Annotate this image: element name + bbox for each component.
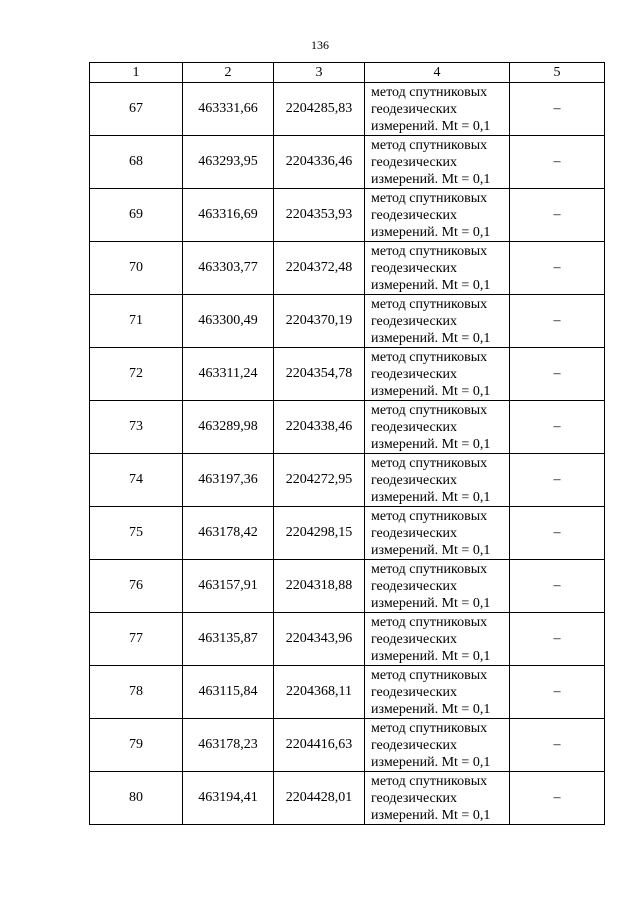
cell-x-coordinate: 463135,87 (183, 613, 274, 666)
table-row (90, 348, 605, 401)
cell-point-number: 69 (90, 189, 183, 242)
cell-x-coordinate: 463331,66 (183, 83, 274, 136)
cell-x-coordinate: 463178,42 (183, 507, 274, 560)
cell-y-coordinate: 2204343,96 (274, 613, 365, 666)
cell-y-coordinate: 2204416,63 (274, 719, 365, 772)
cell-x-coordinate: 463293,95 (183, 136, 274, 189)
table-row (90, 666, 605, 719)
table-row (90, 189, 605, 242)
cell-x-coordinate: 463311,24 (183, 348, 274, 401)
cell-y-coordinate: 2204353,93 (274, 189, 365, 242)
table-body (90, 83, 605, 825)
column-header-2: 2 (183, 63, 274, 83)
cell-y-coordinate: 2204338,46 (274, 401, 365, 454)
cell-x-coordinate: 463197,36 (183, 454, 274, 507)
cell-note: – (510, 136, 605, 189)
cell-point-number: 71 (90, 295, 183, 348)
table-row (90, 772, 605, 825)
cell-method: метод спутниковых геодезических измерений. Mt = 0,1 (365, 401, 510, 454)
cell-y-coordinate: 2204298,15 (274, 507, 365, 560)
cell-point-number: 80 (90, 772, 183, 825)
cell-y-coordinate: 2204372,48 (274, 242, 365, 295)
cell-method: метод спутниковых геодезических измерений. Mt = 0,1 (365, 83, 510, 136)
cell-point-number: 75 (90, 507, 183, 560)
cell-method: метод спутниковых геодезических измерений. Mt = 0,1 (365, 189, 510, 242)
table-row (90, 719, 605, 772)
cell-y-coordinate: 2204318,88 (274, 560, 365, 613)
column-header-3: 3 (274, 63, 365, 83)
cell-note: – (510, 295, 605, 348)
table-row (90, 295, 605, 348)
table-row (90, 507, 605, 560)
cell-method: метод спутниковых геодезических измерений. Mt = 0,1 (365, 242, 510, 295)
cell-point-number: 79 (90, 719, 183, 772)
cell-note: – (510, 719, 605, 772)
cell-point-number: 77 (90, 613, 183, 666)
cell-point-number: 67 (90, 83, 183, 136)
table-row (90, 560, 605, 613)
cell-x-coordinate: 463303,77 (183, 242, 274, 295)
cell-note: – (510, 507, 605, 560)
cell-note: – (510, 189, 605, 242)
table-row (90, 454, 605, 507)
cell-note: – (510, 666, 605, 719)
cell-point-number: 78 (90, 666, 183, 719)
cell-point-number: 74 (90, 454, 183, 507)
cell-method: метод спутниковых геодезических измерений. Mt = 0,1 (365, 507, 510, 560)
cell-x-coordinate: 463300,49 (183, 295, 274, 348)
cell-point-number: 73 (90, 401, 183, 454)
cell-x-coordinate: 463157,91 (183, 560, 274, 613)
cell-y-coordinate: 2204272,95 (274, 454, 365, 507)
cell-y-coordinate: 2204370,19 (274, 295, 365, 348)
cell-note: – (510, 454, 605, 507)
table-row (90, 401, 605, 454)
cell-point-number: 68 (90, 136, 183, 189)
cell-note: – (510, 560, 605, 613)
cell-x-coordinate: 463115,84 (183, 666, 274, 719)
cell-method: метод спутниковых геодезических измерений. Mt = 0,1 (365, 348, 510, 401)
cell-note: – (510, 348, 605, 401)
cell-point-number: 76 (90, 560, 183, 613)
table-header-row (90, 63, 605, 83)
cell-y-coordinate: 2204428,01 (274, 772, 365, 825)
cell-method: метод спутниковых геодезических измерений. Mt = 0,1 (365, 772, 510, 825)
cell-method: метод спутниковых геодезических измерений. Mt = 0,1 (365, 719, 510, 772)
cell-method: метод спутниковых геодезических измерений. Mt = 0,1 (365, 295, 510, 348)
cell-method: метод спутниковых геодезических измерений. Mt = 0,1 (365, 613, 510, 666)
page-number: 136 (311, 38, 329, 52)
cell-y-coordinate: 2204336,46 (274, 136, 365, 189)
cell-y-coordinate: 2204285,83 (274, 83, 365, 136)
column-header-4: 4 (365, 63, 510, 83)
column-header-1: 1 (90, 63, 183, 83)
cell-y-coordinate: 2204368,11 (274, 666, 365, 719)
cell-x-coordinate: 463194,41 (183, 772, 274, 825)
cell-point-number: 72 (90, 348, 183, 401)
cell-point-number: 70 (90, 242, 183, 295)
column-header-5: 5 (510, 63, 605, 83)
cell-x-coordinate: 463316,69 (183, 189, 274, 242)
table-row (90, 136, 605, 189)
table-row (90, 613, 605, 666)
cell-x-coordinate: 463178,23 (183, 719, 274, 772)
cell-note: – (510, 613, 605, 666)
coordinates-table (89, 62, 605, 825)
cell-y-coordinate: 2204354,78 (274, 348, 365, 401)
cell-method: метод спутниковых геодезических измерений. Mt = 0,1 (365, 454, 510, 507)
cell-method: метод спутниковых геодезических измерений. Mt = 0,1 (365, 560, 510, 613)
cell-method: метод спутниковых геодезических измерений. Mt = 0,1 (365, 136, 510, 189)
cell-note: – (510, 242, 605, 295)
cell-method: метод спутниковых геодезических измерений. Mt = 0,1 (365, 666, 510, 719)
cell-note: – (510, 401, 605, 454)
table-row (90, 83, 605, 136)
cell-x-coordinate: 463289,98 (183, 401, 274, 454)
table-row (90, 242, 605, 295)
cell-note: – (510, 772, 605, 825)
cell-note: – (510, 83, 605, 136)
